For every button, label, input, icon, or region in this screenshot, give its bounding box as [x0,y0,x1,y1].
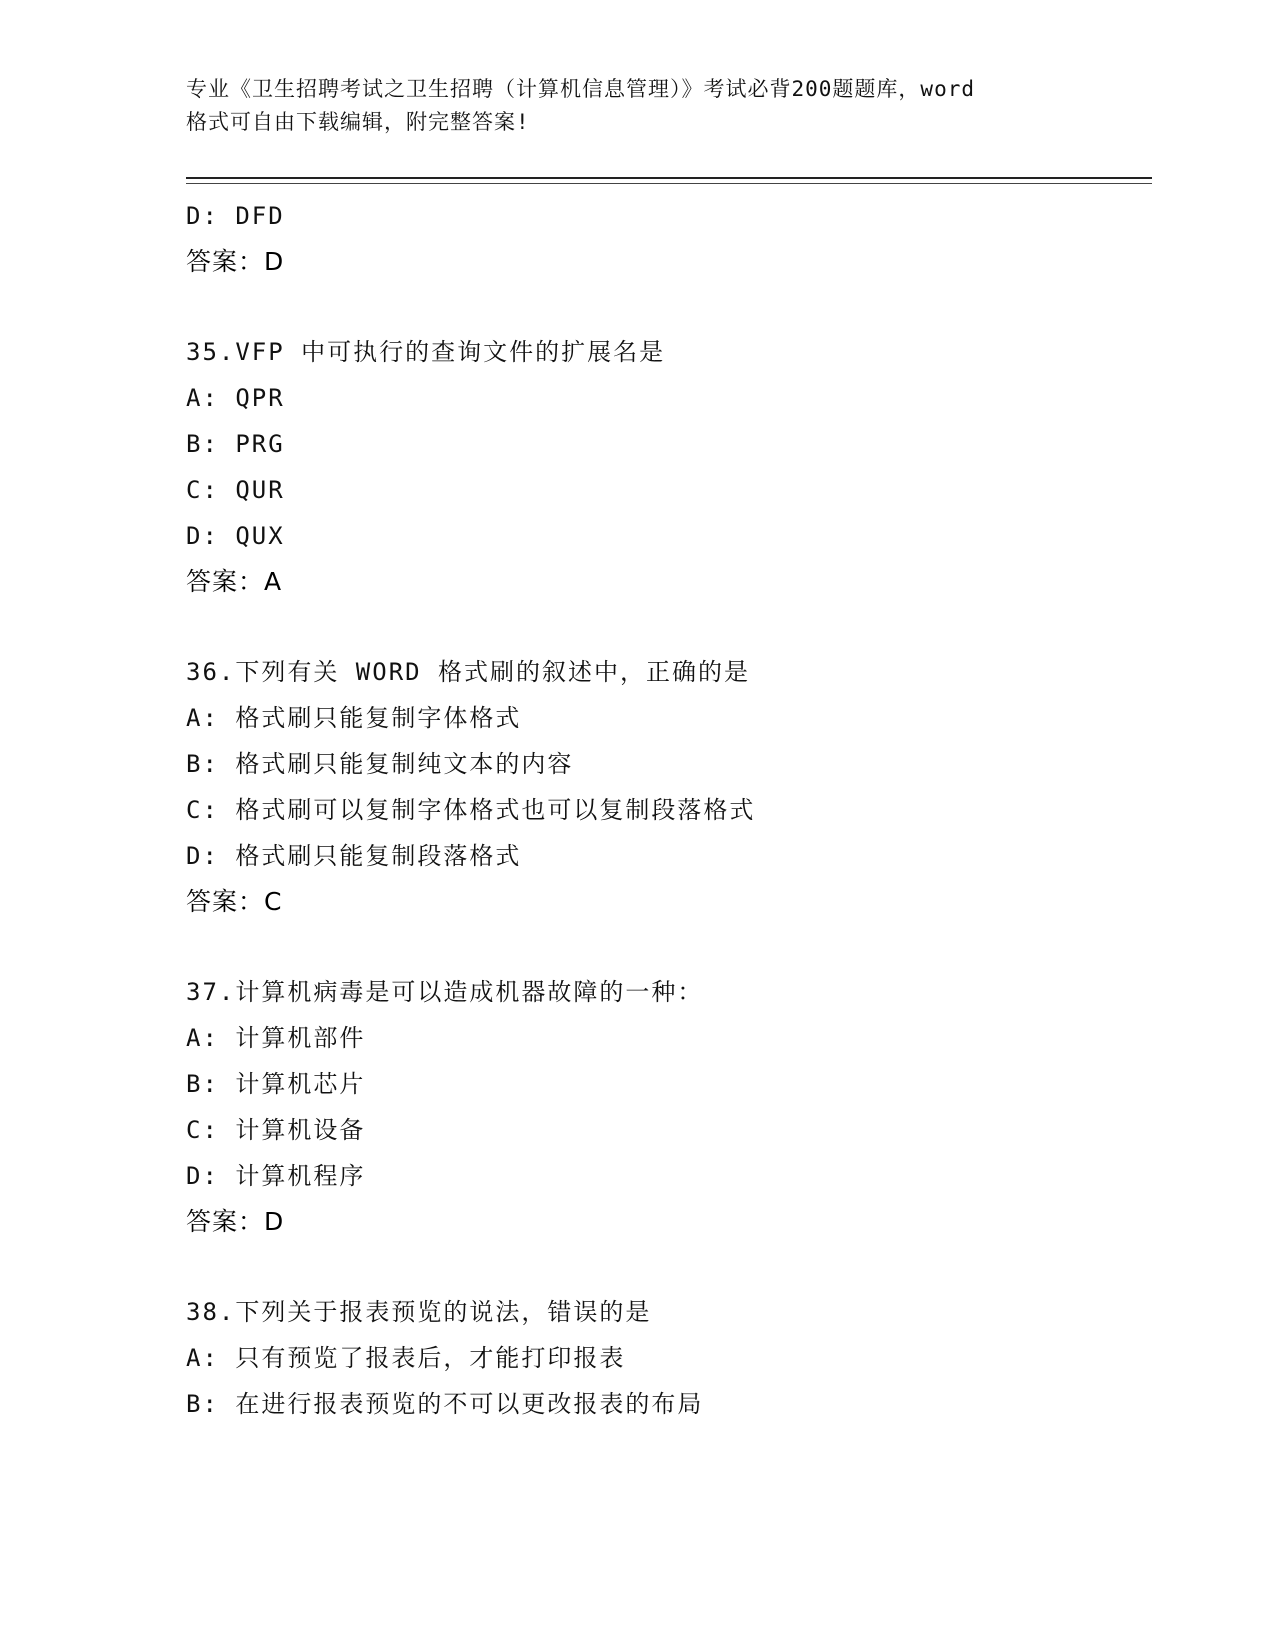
option-d: D: QUX [186,522,285,550]
question-stem: 36.下列有关 WORD 格式刷的叙述中，正确的是 [186,658,751,686]
question-36 [186,649,1152,925]
answer-line: 答案：A [186,567,283,596]
spacer [186,285,1152,329]
option-d: D: 格式刷只能复制段落格式 [186,842,522,870]
question-37 [186,969,1152,1245]
option-d: D: DFD [186,202,285,230]
option-b: B: 在进行报表预览的不可以更改报表的布局 [186,1390,704,1418]
document-header [186,73,1086,139]
option-c: C: QUR [186,476,285,504]
header-divider-thin [186,183,1152,184]
spacer [186,605,1152,649]
option-a: A: 格式刷只能复制字体格式 [186,704,522,732]
option-c: C: 计算机设备 [186,1116,366,1144]
question-stem: 35.VFP 中可执行的查询文件的扩展名是 [186,338,666,366]
header-title-line-1: 专业《卫生招聘考试之卫生招聘（计算机信息管理）》考试必背200题题库，word [186,77,975,101]
spacer [186,1245,1152,1289]
option-a: A: 只有预览了报表后，才能打印报表 [186,1344,626,1372]
question-35 [186,329,1152,605]
answer-line: 答案：D [186,1207,285,1236]
question-38 [186,1289,1152,1427]
question-list [186,193,1152,1427]
header-title-line-2: 格式可自由下载编辑，附完整答案! [186,110,530,134]
option-c: C: 格式刷可以复制字体格式也可以复制段落格式 [186,796,756,824]
option-a: A: 计算机部件 [186,1024,366,1052]
answer-line: 答案：D [186,247,285,276]
question-stem: 38.下列关于报表预览的说法，错误的是 [186,1298,652,1326]
option-b: B: PRG [186,430,285,458]
option-b: B: 格式刷只能复制纯文本的内容 [186,750,574,778]
option-d: D: 计算机程序 [186,1162,366,1190]
option-b: B: 计算机芯片 [186,1070,366,1098]
previous-question-tail [186,193,1152,285]
answer-line: 答案：C [186,887,283,916]
option-a: A: QPR [186,384,285,412]
header-divider-thick [186,177,1152,179]
spacer [186,925,1152,969]
question-stem: 37.计算机病毒是可以造成机器故障的一种： [186,978,704,1006]
